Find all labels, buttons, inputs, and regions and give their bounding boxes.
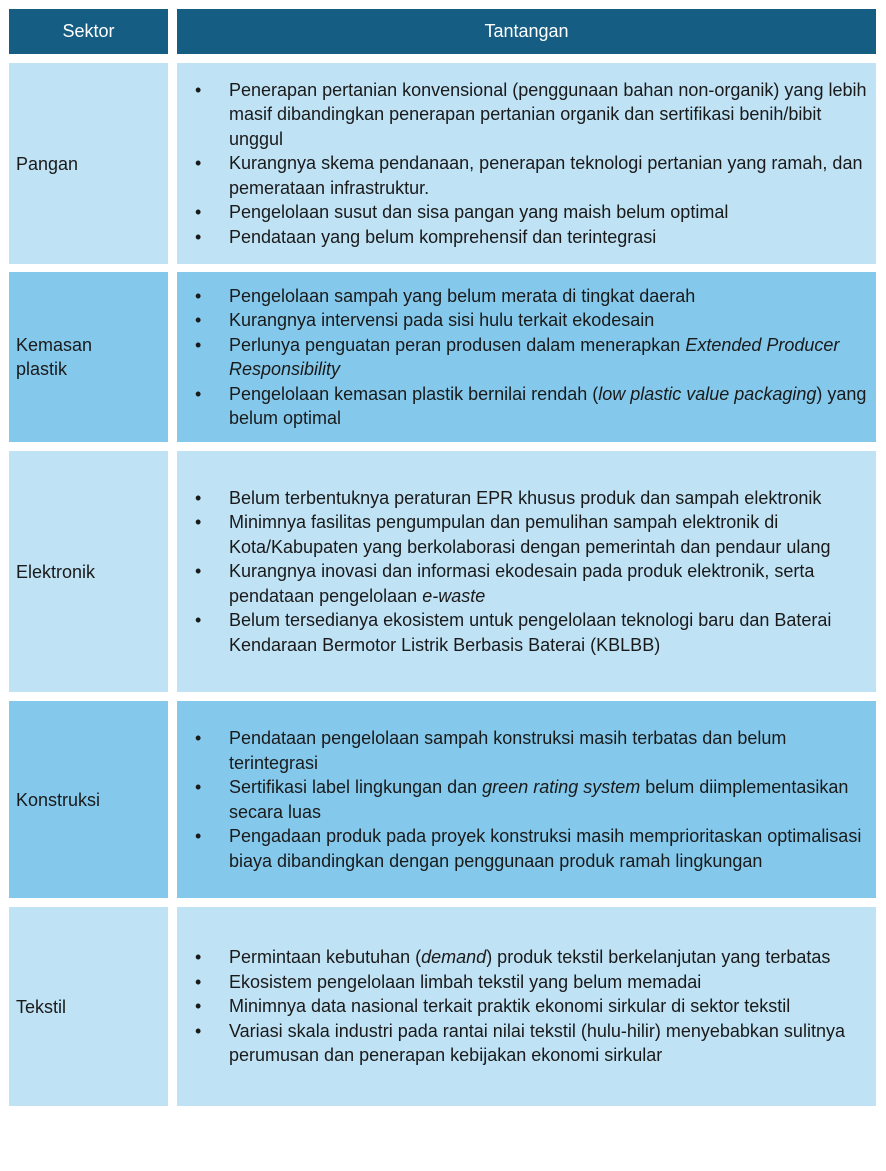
bullet-icon: • bbox=[195, 826, 202, 846]
bullet-icon: • bbox=[195, 561, 202, 582]
bullet-icon: • bbox=[195, 777, 202, 797]
bullet-icon: • bbox=[195, 971, 202, 992]
challenge-item bbox=[195, 608, 876, 657]
challenge-text: Pengadaan produk pada proyek konstruksi masih memprioritaskan optimalisasi biaya dibandingkan dengan penggunaan produk ramah lingkungan bbox=[229, 826, 862, 871]
sector-kemasan-plastik: Kemasan plastik bbox=[9, 272, 168, 442]
header-challenges: Tantangan bbox=[177, 9, 876, 54]
challenge-item bbox=[195, 308, 876, 333]
challenge-text: Variasi skala industri pada rantai nilai tekstil (hulu-hilir) menyebabkan sulitnya perumusan dan penerapan kebijakan ekonomi sirkular bbox=[229, 1020, 845, 1066]
challenge-text: Pengelolaan kemasan plastik bernilai rendah (low plastic value packaging) yang belum optimal bbox=[229, 383, 867, 428]
bullet-icon: • bbox=[195, 285, 202, 306]
challenge-item bbox=[195, 510, 876, 559]
challenge-text: Permintaan kebutuhan (demand) produk tekstil berkelanjutan yang terbatas bbox=[229, 947, 831, 968]
challenge-list bbox=[177, 945, 876, 1068]
challenge-item bbox=[195, 486, 876, 511]
challenge-text: Pendataan pengelolaan sampah konstruksi masih terbatas dan belum terintegrasi bbox=[229, 728, 787, 773]
challenges-kemasan-plastik bbox=[177, 272, 876, 442]
bullet-icon: • bbox=[195, 1020, 202, 1041]
bullet-icon: • bbox=[195, 310, 202, 330]
sector-elektronik: Elektronik bbox=[9, 451, 168, 692]
bullet-icon: • bbox=[195, 487, 202, 508]
challenge-list bbox=[177, 284, 876, 431]
bullet-icon: • bbox=[195, 512, 202, 533]
challenge-text: Minimnya data nasional terkait praktik ekonomi sirkular di sektor tekstil bbox=[229, 996, 791, 1017]
challenge-item bbox=[195, 994, 876, 1019]
challenge-text: Perlunya penguatan peran produsen dalam menerapkan Extended Producer Responsibility bbox=[229, 334, 840, 379]
challenge-item bbox=[195, 151, 876, 200]
challenge-item bbox=[195, 200, 876, 225]
bullet-icon: • bbox=[195, 728, 202, 748]
bullet-icon: • bbox=[195, 334, 202, 355]
challenge-text: Ekosistem pengelolaan limbah tekstil yang belum memadai bbox=[229, 971, 702, 992]
bullet-icon: • bbox=[195, 383, 202, 404]
challenges-tekstil bbox=[177, 907, 876, 1106]
challenge-item bbox=[195, 225, 876, 250]
challenge-text: Kurangnya intervensi pada sisi hulu terkait ekodesain bbox=[229, 310, 655, 330]
challenge-text: Kurangnya inovasi dan informasi ekodesain pada produk elektronik, serta pendataan pengelolaan e-waste bbox=[229, 561, 815, 606]
challenge-item bbox=[195, 945, 876, 970]
challenge-item bbox=[195, 775, 876, 824]
challenges-pangan bbox=[177, 63, 876, 264]
challenge-item bbox=[195, 78, 876, 152]
header-sector: Sektor bbox=[9, 9, 168, 54]
sector-tekstil: Tekstil bbox=[9, 907, 168, 1106]
challenge-list bbox=[177, 726, 876, 873]
challenge-item bbox=[195, 559, 876, 608]
bullet-icon: • bbox=[195, 996, 202, 1017]
challenges-konstruksi bbox=[177, 701, 876, 898]
bullet-icon: • bbox=[195, 202, 202, 223]
bullet-icon: • bbox=[195, 226, 202, 247]
challenge-item bbox=[195, 382, 876, 431]
challenge-item bbox=[195, 333, 876, 382]
challenge-list bbox=[177, 486, 876, 658]
challenge-text: Sertifikasi label lingkungan dan green rating system belum diimplementasikan secara luas bbox=[229, 777, 849, 822]
challenge-text: Belum tersedianya ekosistem untuk pengelolaan teknologi baru dan Baterai Kendaraan Bermotor Listrik Berbasis Baterai (KBLBB) bbox=[229, 610, 832, 655]
challenge-text: Minimnya fasilitas pengumpulan dan pemulihan sampah elektronik di Kota/Kabupaten yang berkolaborasi dengan pemerintah dan pendaur ulang bbox=[229, 512, 831, 557]
challenge-text: Pendataan yang belum komprehensif dan terintegrasi bbox=[229, 226, 657, 247]
bullet-icon: • bbox=[195, 610, 202, 631]
bullet-icon: • bbox=[195, 153, 202, 174]
challenge-text: Pengelolaan sampah yang belum merata di tingkat daerah bbox=[229, 285, 696, 306]
sector-konstruksi: Konstruksi bbox=[9, 701, 168, 898]
bullet-icon: • bbox=[195, 947, 202, 968]
challenge-text: Kurangnya skema pendanaan, penerapan teknologi pertanian yang ramah, dan pemerataan infrastruktur. bbox=[229, 153, 863, 198]
challenge-list bbox=[177, 78, 876, 250]
challenge-item bbox=[195, 1019, 876, 1068]
challenge-item bbox=[195, 284, 876, 309]
challenge-item bbox=[195, 726, 876, 775]
challenge-item bbox=[195, 824, 876, 873]
challenge-text: Pengelolaan susut dan sisa pangan yang maish belum optimal bbox=[229, 202, 729, 223]
bullet-icon: • bbox=[195, 79, 202, 100]
sector-pangan: Pangan bbox=[9, 63, 168, 264]
challenges-elektronik bbox=[177, 451, 876, 692]
challenge-text: Belum terbentuknya peraturan EPR khusus produk dan sampah elektronik bbox=[229, 487, 822, 508]
challenge-item bbox=[195, 970, 876, 995]
challenge-text: Penerapan pertanian konvensional (penggunaan bahan non-organik) yang lebih masif dibandingkan penerapan pertanian organik dan sertifikasi benih/bibit unggul bbox=[229, 79, 867, 149]
